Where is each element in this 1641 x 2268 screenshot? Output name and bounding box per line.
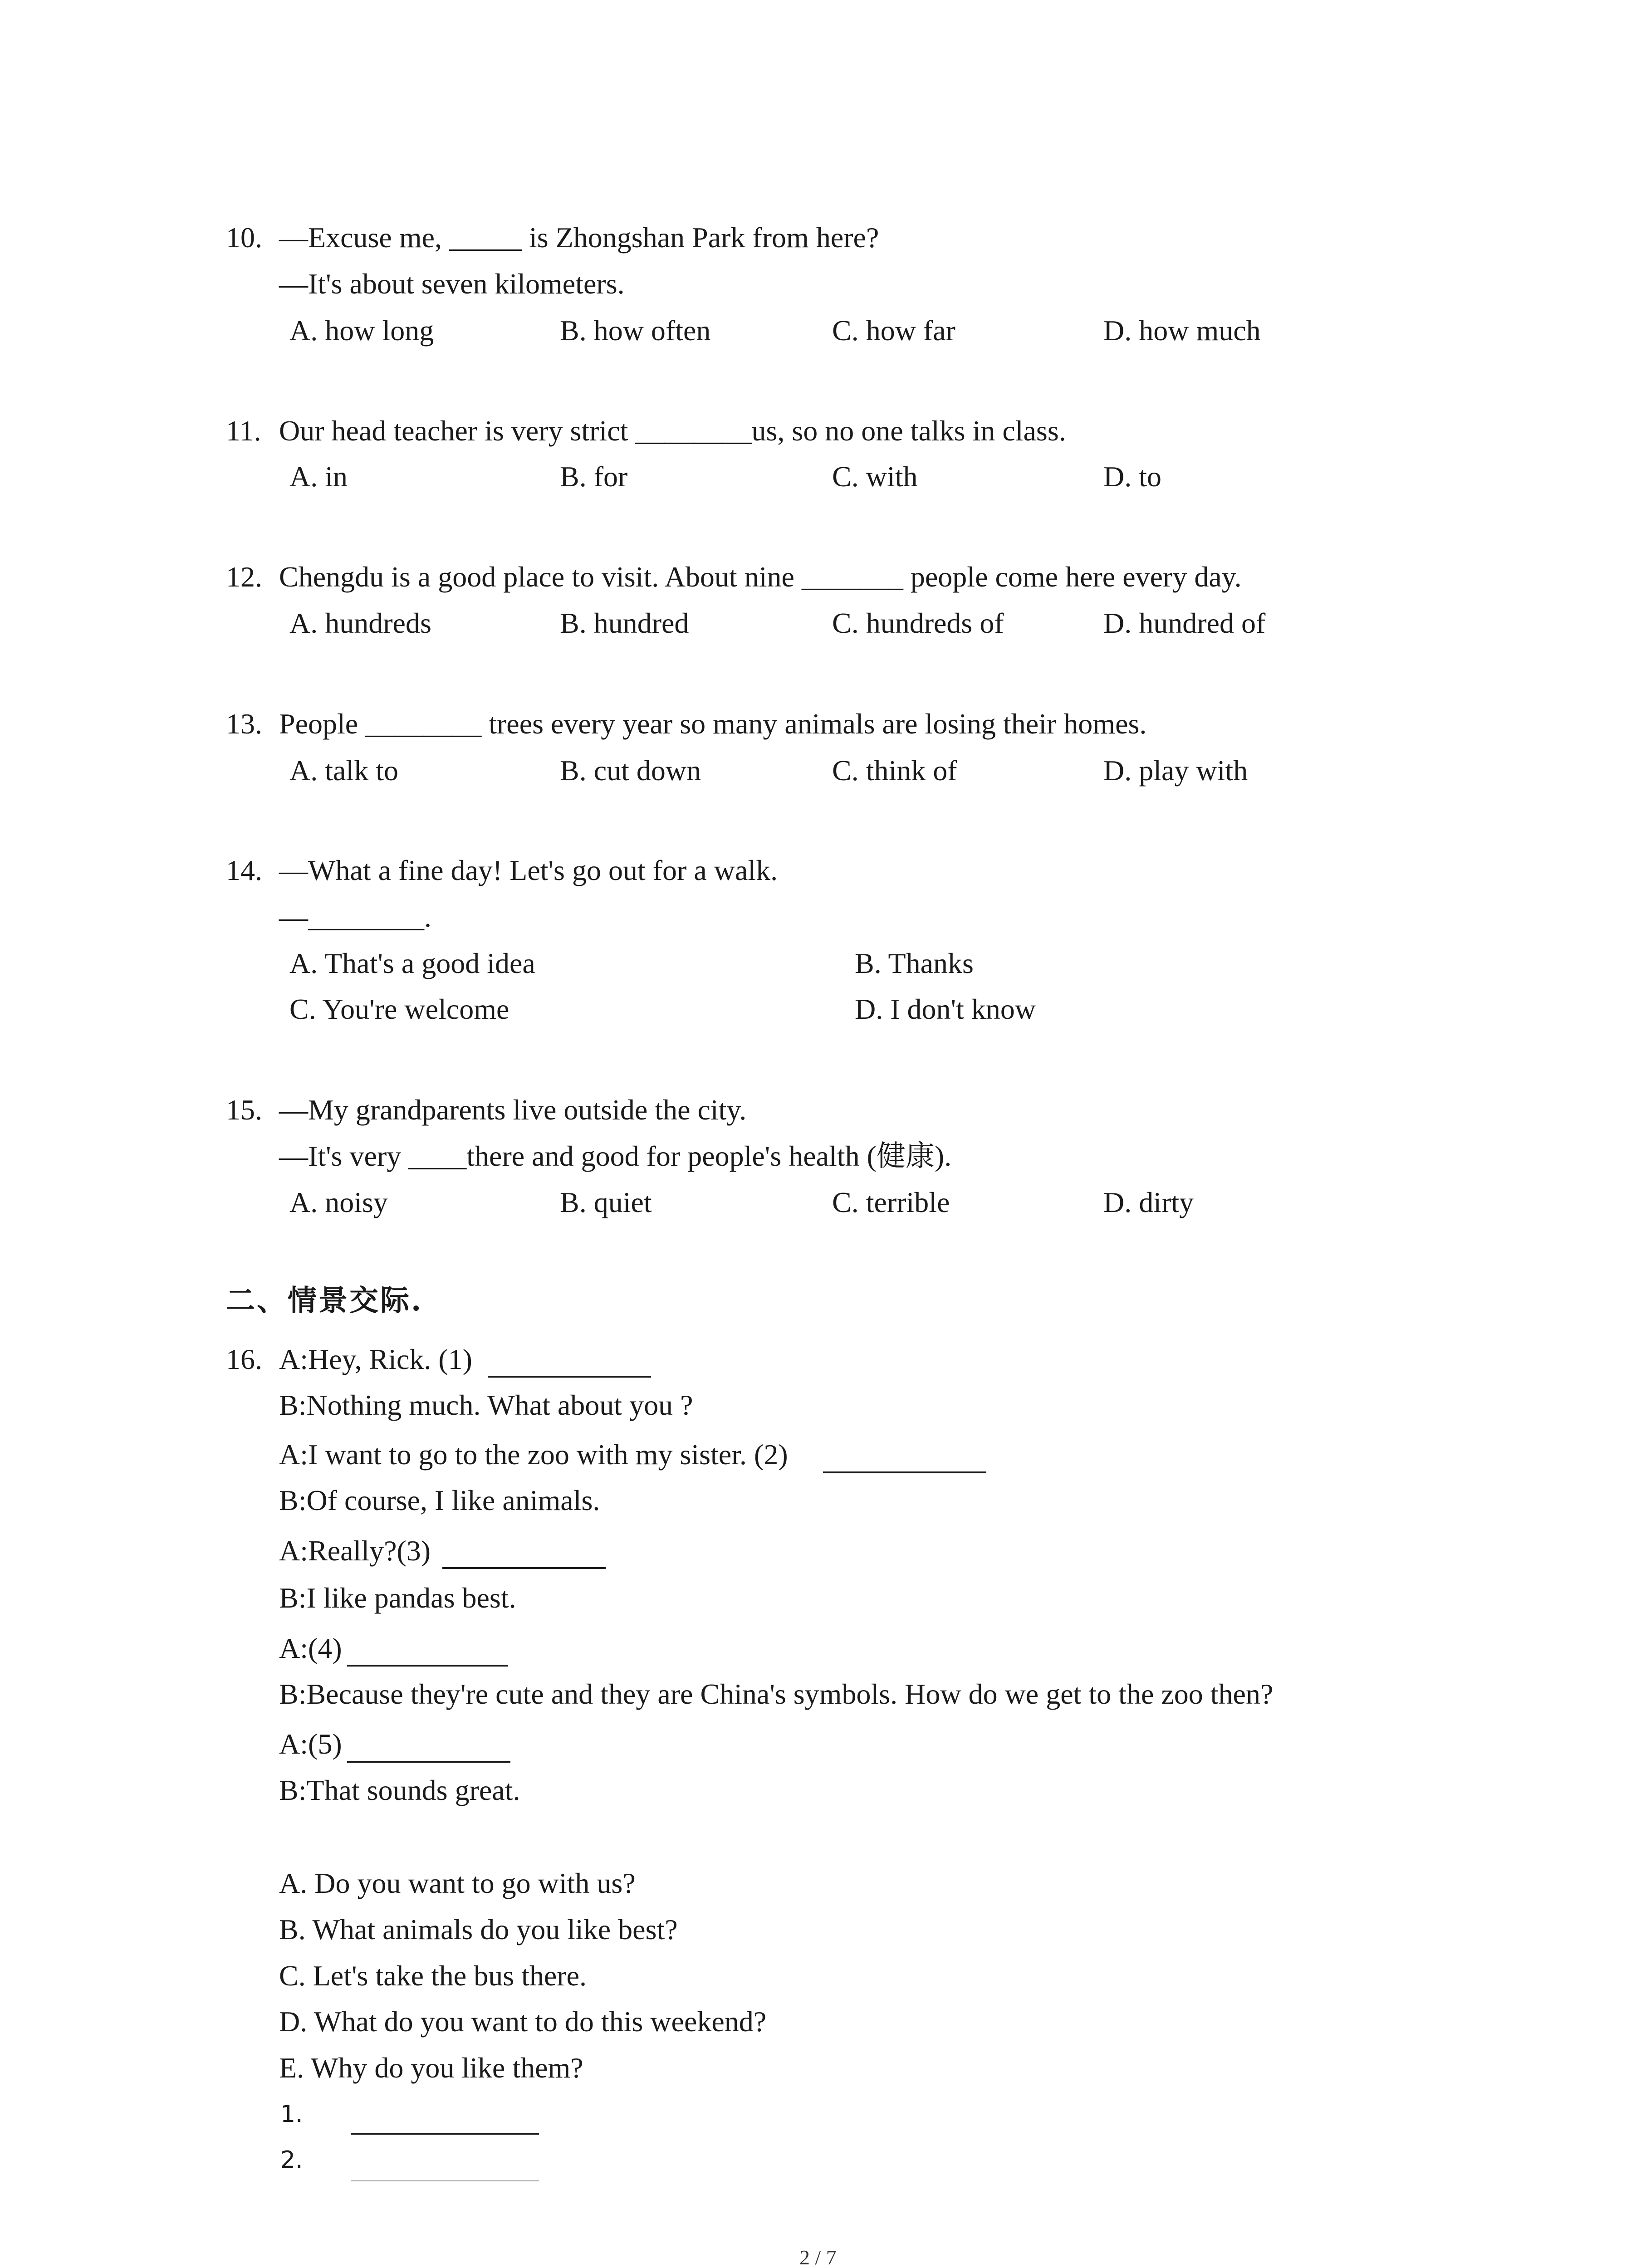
option-d: D. how much: [1103, 314, 1261, 347]
option-c: C. You're welcome: [289, 993, 509, 1025]
option-d: D. dirty: [1103, 1186, 1194, 1218]
question-number: 10.: [226, 221, 262, 254]
question-stem: —What a fine day! Let's go out for a walk.: [279, 854, 778, 886]
answer-label: 2.: [280, 2146, 303, 2174]
answer-blank: [823, 1471, 986, 1473]
option-c: C. think of: [832, 754, 957, 787]
option-d: D. to: [1103, 460, 1161, 493]
answer-line[interactable]: [351, 2180, 539, 2181]
option-b: B. quiet: [560, 1186, 652, 1218]
choice-item: D. What do you want to do this weekend?: [279, 2005, 767, 2038]
question-number: 13.: [226, 708, 262, 740]
answer-line[interactable]: [351, 2133, 539, 2135]
choice-item: B. What animals do you like best?: [279, 1913, 678, 1945]
option-d: D. play with: [1103, 754, 1248, 787]
option-b: B. hundred: [560, 607, 689, 639]
answer-blank: [442, 1567, 606, 1569]
option-a: A. hundreds: [289, 607, 431, 639]
option-a: A. how long: [289, 314, 434, 347]
option-a: A. in: [289, 460, 348, 493]
dialogue-line: A:(4): [279, 1632, 342, 1664]
dialogue-line: B:Of course, I like animals.: [279, 1484, 600, 1516]
dialogue-line: A:I want to go to the zoo with my sister. (2): [279, 1438, 788, 1471]
option-c: C. how far: [832, 314, 955, 347]
option-c: C. terrible: [832, 1186, 950, 1218]
question-number: 15.: [226, 1094, 262, 1126]
question-number: 11.: [226, 415, 261, 447]
option-b: B. how often: [560, 314, 711, 347]
dialogue-line: A:Really?(3): [279, 1535, 431, 1567]
option-a: A. talk to: [289, 754, 398, 787]
option-c: C. hundreds of: [832, 607, 1004, 639]
answer-label: 1.: [280, 2101, 303, 2128]
dialogue-line: B:Because they're cute and they are China's symbols. How do we get to the zoo then?: [279, 1678, 1274, 1710]
answer-blank: [347, 1761, 510, 1763]
page-number: 2 / 7: [799, 2246, 837, 2268]
dialogue-line: B:Nothing much. What about you ?: [279, 1389, 693, 1421]
question-number: 16.: [226, 1343, 262, 1375]
question-stem: —Excuse me, _____ is Zhongshan Park from here?: [279, 221, 879, 254]
option-c: C. with: [832, 460, 918, 493]
option-b: B. cut down: [560, 754, 701, 787]
question-stem: Our head teacher is very strict ________us, so no one talks in class.: [279, 415, 1066, 447]
option-a: A. That's a good idea: [289, 947, 535, 979]
dialogue-line: A:Hey, Rick. (1): [279, 1343, 472, 1375]
question-number: 14.: [226, 854, 262, 886]
option-d: D. hundred of: [1103, 607, 1266, 639]
question-number: 12.: [226, 561, 262, 593]
option-a: A. noisy: [289, 1186, 388, 1218]
question-stem: People ________ trees every year so many animals are losing their homes.: [279, 708, 1147, 740]
answer-blank: [347, 1665, 508, 1667]
question-stem: —My grandparents live outside the city.: [279, 1094, 747, 1126]
question-stem: Chengdu is a good place to visit. About nine _______ people come here every day.: [279, 561, 1242, 593]
question-stem: —It's very ____there and good for people's health (健康).: [279, 1140, 952, 1172]
section-heading: 二、情景交际.: [226, 1284, 423, 1318]
option-d: D. I don't know: [855, 993, 1036, 1025]
answer-blank: [488, 1376, 651, 1378]
dialogue-line: B:I like pandas best.: [279, 1582, 516, 1614]
choice-item: C. Let's take the bus there.: [279, 1960, 587, 1992]
question-stem: —________.: [279, 901, 431, 933]
option-b: B. Thanks: [855, 947, 974, 979]
choice-item: E. Why do you like them?: [279, 2052, 583, 2084]
choice-item: A. Do you want to go with us?: [279, 1867, 636, 1899]
option-b: B. for: [560, 460, 628, 493]
dialogue-line: B:That sounds great.: [279, 1774, 520, 1806]
dialogue-line: A:(5): [279, 1728, 342, 1760]
question-stem: —It's about seven kilometers.: [279, 268, 625, 300]
